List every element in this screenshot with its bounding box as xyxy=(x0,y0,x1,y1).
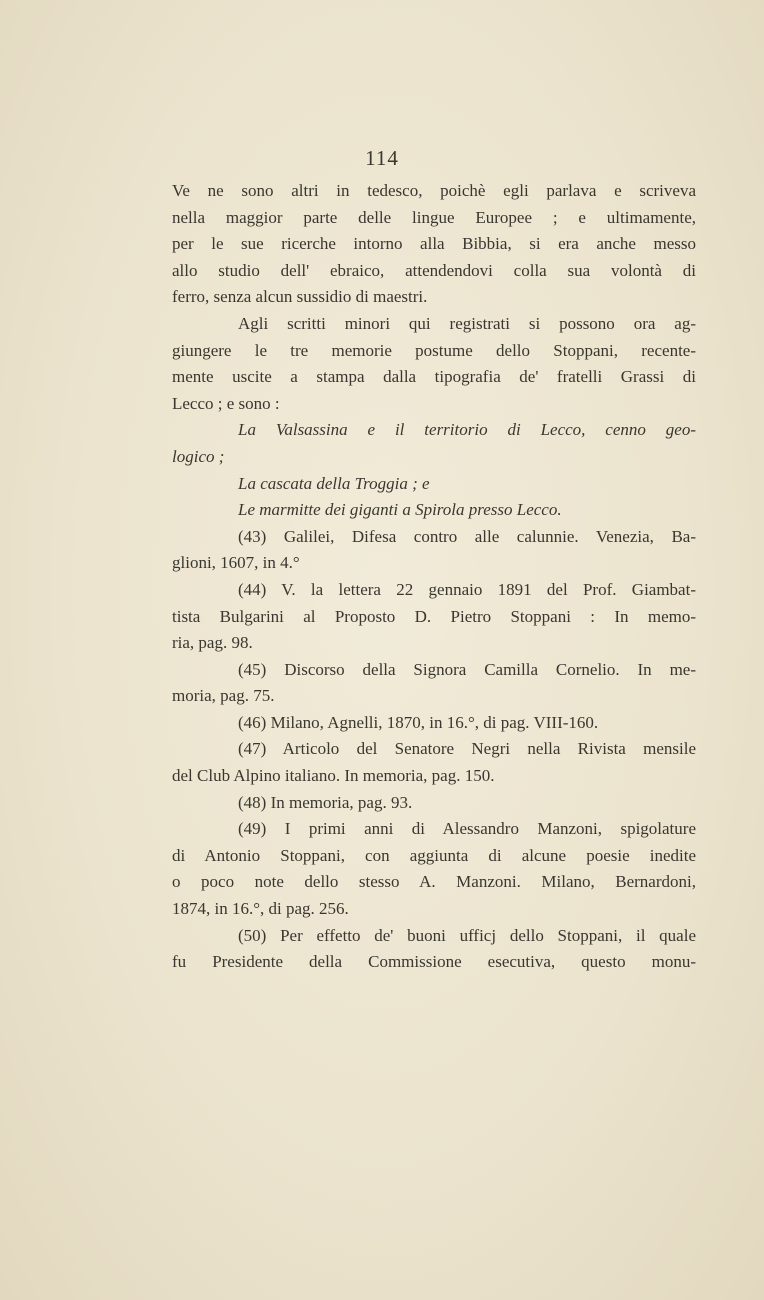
text-line: (43) Galilei, Difesa contro alle calunnie. Venezia, Ba- xyxy=(238,526,696,546)
text-line: La Valsassina e il territorio di Lecco, cenno geo- xyxy=(238,420,696,440)
text-line: (44) V. la lettera 22 gennaio 1891 del Prof. Giambat- xyxy=(238,579,696,599)
text-line: Le marmitte dei giganti a Spirola presso Lecco. xyxy=(238,500,562,520)
text-line: (50) Per effetto de' buoni ufficj dello Stoppani, il quale xyxy=(238,925,696,945)
text-line: allo studio dell' ebraico, attendendovi colla sua volontà di xyxy=(172,260,696,280)
text-line: (47) Articolo del Senatore Negri nella Rivista mensile xyxy=(238,739,696,759)
text-line: per le sue ricerche intorno alla Bibbia, si era anche messo xyxy=(172,234,696,254)
text-line: Agli scritti minori qui registrati si possono ora ag- xyxy=(238,313,696,333)
text-line: moria, pag. 75. xyxy=(172,686,275,706)
text-line: (48) In memoria, pag. 93. xyxy=(238,792,413,812)
text-line: (49) I primi anni di Alessandro Manzoni, spigolature xyxy=(238,819,696,839)
text-line: fu Presidente della Commissione esecutiva, questo monu- xyxy=(172,952,696,972)
page-text xyxy=(172,178,696,976)
text-line: nella maggior parte delle lingue Europee ; e ultimamente, xyxy=(172,207,696,227)
page-number: 114 xyxy=(365,146,399,170)
text-line: (45) Discorso della Signora Camilla Cornelio. In me- xyxy=(238,659,696,679)
text-line: di Antonio Stoppani, con aggiunta di alcune poesie inedite xyxy=(172,845,696,865)
text-line: o poco note dello stesso A. Manzoni. Milano, Bernardoni, xyxy=(172,872,696,892)
text-line: ria, pag. 98. xyxy=(172,633,253,653)
text-line: logico ; xyxy=(172,446,225,466)
text-line: tista Bulgarini al Proposto D. Pietro Stoppani : In memo- xyxy=(172,606,696,626)
text-line: La cascata della Troggia ; e xyxy=(238,473,430,493)
text-line: (46) Milano, Agnelli, 1870, in 16.°, di pag. VIII-160. xyxy=(238,712,599,732)
text-line: Lecco ; e sono : xyxy=(172,393,280,413)
text-line: del Club Alpino italiano. In memoria, pag. 150. xyxy=(172,766,495,786)
text-line: 1874, in 16.°, di pag. 256. xyxy=(172,899,349,919)
text-line: glioni, 1607, in 4.° xyxy=(172,553,300,573)
text-line: Ve ne sono altri in tedesco, poichè egli parlava e scriveva xyxy=(172,181,696,200)
text-line: ferro, senza alcun sussidio di maestri. xyxy=(172,287,428,307)
text-line: giungere le tre memorie postume dello Stoppani, recente- xyxy=(172,340,696,360)
text-line: mente uscite a stampa dalla tipografia de' fratelli Grassi di xyxy=(172,367,696,387)
